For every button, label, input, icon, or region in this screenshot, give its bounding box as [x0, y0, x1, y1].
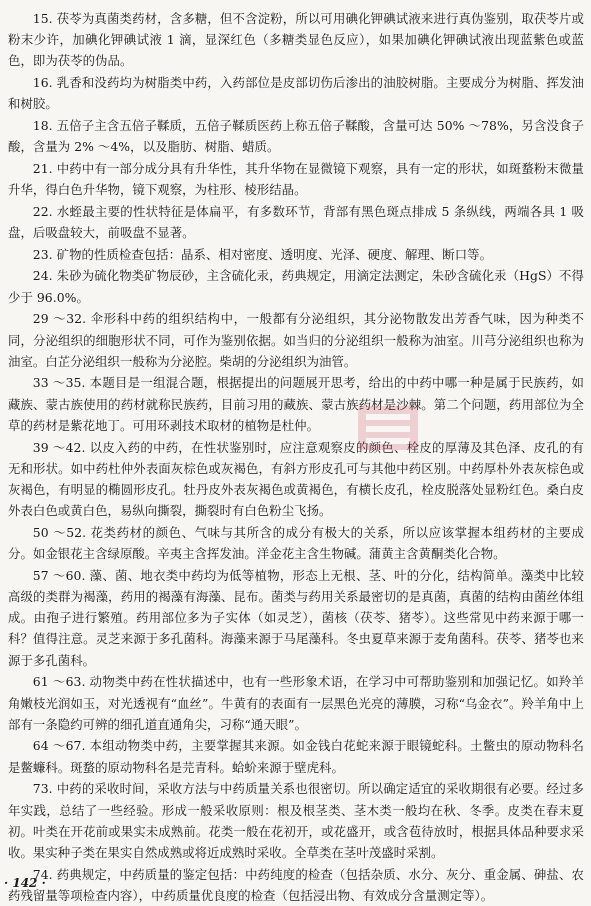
- paragraph-57-60: 57 ～60. 藻、菌、地衣类中药均为低等植物，形态上无根、茎、叶的分化，结构简单。藻类中比较高级的类群为褐藻，药用的褐藻有海藻、昆布。菌类与药用关系最密切的是真菌，真菌的结构由菌丝体组成。由孢子进行繁殖。药用部位多为子实体（如灵芝），菌核（茯苓、猪苓）。这些常见中药来源于哪一科？值得注意。灵芝来源于多孔菌科。海藻来源于马尾藻科。冬虫夏草来源于麦角菌科。茯苓、猪苓也来源于多孔菌科。: [8, 567, 584, 668]
- page-number: · 142 ·: [4, 876, 46, 890]
- paragraph-73: 73. 中药的采收时间，采收方法与中药质量关系也很密切。所以确定适宜的采收期很有必要。经过多年实践，总结了一些经验。形成一般采收原则：根及根茎类、茎木类一般均在秋、冬季。皮类在春末夏初。叶类在开花前或果实未成熟前。花类一般在花初开，或花盛开，或含苞待放时，根据具体品种要求采收。果实种子类在果实自然成熟或将近成熟时采收。全草类在茎叶茂盛时采割。: [8, 781, 584, 860]
- paragraph-50-52: 50 ～52. 花类药材的颜色、气味与其所含的成分有极大的关系，所以应该掌握本组药材的主要成分。如金银花主含绿原酸。辛夷主含挥发油。洋金花主含生物碱。蒲黄主含黄酮类化合物。: [8, 524, 584, 562]
- paragraph-33-35: 33 ～35. 本题目是一组混合题，根据提出的问题展开思考，给出的中药中哪一种是属于民族药，如藏族、蒙古族使用的药材就称民族药，目前习用的藏族、蒙古族药材是沙棘。第二个问题，药用部位为全草的药材是紫花地丁。可用环剥技术取材的植物是杜仲。: [8, 375, 584, 433]
- paragraph-29-32: 29 ～32. 伞形科中药的组织结构中，一般都有分泌组织，其分泌物散发出芳香气味，因为种类不同，分泌组织的细胞形状不同，可作为鉴别依据。如当归的分泌组织一般称为油室。川芎分泌组织也称为油室。白芷分泌组织一般称为分泌腔。柴胡的分泌组织为油管。: [8, 311, 584, 369]
- paragraph-74: 74. 药典规定，中药质量的鉴定包括：中药纯度的检查（包括杂质、水分、灰分、重金属、砷盐、农药残留量等项检查内容），中药质量优良度的检查（包括浸出物、有效成分含量测定等）。: [8, 866, 584, 903]
- page-body: [8, 8, 584, 903]
- paragraph-22: 22. 水蛭最主要的性状特征是体扁平，有多数环节，背部有黑色斑点排成 5 条纵线，两端各具 1 吸盘，后吸盘较大，前吸盘不显著。: [8, 203, 584, 241]
- paragraph-61-63: 61 ～63. 动物类中药在性状描述中，也有一些形象术语，在学习中可帮助鉴别和加强记忆。如羚羊角嫩枝光润如玉，对光透视有“血丝”。牛黄有的表面有一层黑色光亮的薄膜，习称“乌金衣”。羚羊角中上部有一条隐约可辨的细孔道直通角尖，习称“通天眼”。: [8, 674, 584, 732]
- paragraph-18: 18. 五倍子主含五倍子鞣质，五倍子鞣质医药上称五倍子鞣酸，含量可达 50% ～78%，另含没食子酸，含量为 2% ～4%，以及脂肪、树脂、蜡质。: [8, 118, 584, 155]
- paragraph-15: 15. 茯苓为真菌类药材，含多糖，但不含淀粉，所以可用碘化钾碘试液来进行真伪鉴别，取茯苓片或粉末少许，加碘化钾碘试液 1 滴，显深红色（多糖类显色反应），如果加碘化钾碘试液出现蓝紫色或蓝色，即为茯苓的伪品。: [8, 11, 584, 69]
- paragraph-21: 21. 中药中有一部分成分具有升华性，其升华物在显微镜下观察，具有一定的形状，如斑蝥粉末微量升华，得白色升华物，镜下观察，为柱形、棱形结晶。: [8, 160, 584, 198]
- watermark-logo: [356, 402, 420, 454]
- paragraph-16: 16. 乳香和没药均为树脂类中药，入药部位是皮部切伤后渗出的油胶树脂。主要成分为树脂、挥发油和树胶。: [8, 75, 584, 112]
- paragraph-39-42: 39 ～42. 以皮入药的中药，在性状鉴别时，应注意观察皮的颜色、栓皮的厚薄及其色泽、皮孔的有无和形状。如中药杜仲外表面灰棕色或灰褐色，有斜方形皮孔可与其他中药区别。中药厚朴外表灰棕色或灰褐色，有明显的椭圆形皮孔。牡丹皮外表灰褐色或黄褐色，有横长皮孔，栓皮脱落处显粉红色。桑白皮外表白色或黄白色，易纵向撕裂，撕裂时有白色粉尘飞扬。: [8, 439, 584, 519]
- paragraph-23: 23. 矿物的性质检查包括：晶系、相对密度、透明度、光泽、硬度、解理、断口等。: [32, 246, 493, 262]
- paragraph-64-67: 64 ～67. 本组动物类中药，主要掌握其来源。如金钱白花蛇来源于眼镜蛇科。土鳖虫的原动物科名是鳖蠊科。斑蝥的原动物科名是芫青科。蛤蚧来源于壁虎科。: [8, 738, 584, 775]
- paragraph-24: 24. 朱砂为硫化物类矿物辰砂，主含硫化汞，药典规定，用滴定法测定，朱砂含硫化汞（HgS）不得少于 96.0%。: [8, 268, 584, 305]
